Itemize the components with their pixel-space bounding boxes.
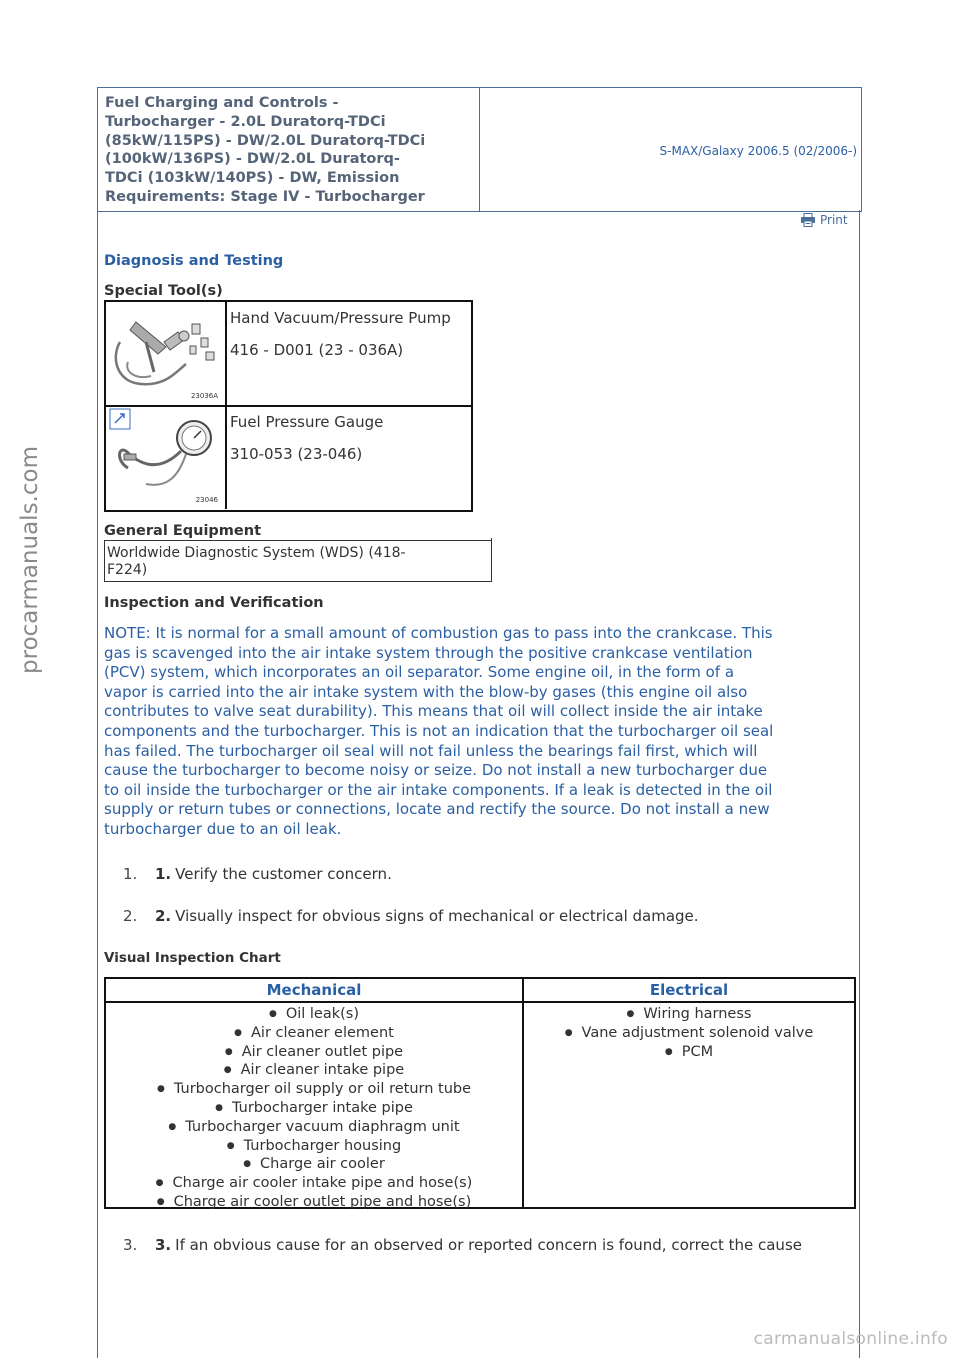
title-line: Requirements: Stage IV - Turbocharger — [105, 188, 425, 205]
header-divider — [106, 1001, 854, 1003]
print-button[interactable] — [800, 213, 848, 227]
step-number: 3. — [123, 1236, 138, 1254]
page-border-right — [859, 210, 860, 1358]
list-item: ● Turbocharger oil supply or oil return tube — [106, 1080, 522, 1099]
note-line: supply or return tubes or connections, locate and rectify the source. Do not install a new — [104, 800, 770, 819]
title-line: (100kW/136PS) - DW/2.0L Duratorq- — [105, 151, 400, 168]
note-line: cause the turbocharger to become noisy or seize. Do not install a new turbocharger due — [104, 761, 768, 780]
note-line: gas is scavenged into the air intake system through the positive crankcase ventilation — [104, 643, 753, 662]
title-line: (85kW/115PS) - DW/2.0L Duratorq-TDCi — [105, 132, 426, 149]
list-item: ● Air cleaner outlet pipe — [106, 1043, 522, 1062]
note-line: components and the turbocharger. This is not an indication that the turbocharger oil seal — [104, 721, 774, 740]
inspection-heading: Inspection and Verification — [104, 595, 324, 611]
page-border-left — [97, 210, 98, 1358]
special-tools-heading: Special Tool(s) — [104, 283, 223, 299]
print-label: Print — [820, 213, 848, 227]
equipment-line: F224) — [107, 562, 148, 578]
general-equipment-table — [104, 540, 492, 582]
tool-info — [230, 308, 451, 360]
list-item: ● Air cleaner element — [106, 1024, 522, 1043]
tool-row — [106, 406, 471, 509]
note-line: vapor is carried into the air intake system with the blow-by gases (this engine oil also — [104, 682, 748, 701]
special-tools-table — [104, 300, 473, 512]
note-line: NOTE: It is normal for a small amount of combustion gas to pass into the crankcase. This — [104, 624, 773, 642]
title-line: Turbocharger - 2.0L Duratorq-TDCi — [105, 113, 386, 130]
general-equipment-heading: General Equipment — [104, 523, 262, 539]
visual-inspection-table — [104, 977, 856, 1209]
tool-code: 416 - D001 (23 - 036A) — [230, 341, 404, 359]
step-number: 1. — [123, 865, 138, 883]
tool-row — [106, 302, 471, 407]
printer-icon — [800, 213, 816, 227]
document-title — [105, 94, 473, 207]
tool-info — [230, 412, 383, 464]
tool-code: 310-053 (23-046) — [230, 445, 363, 463]
vehicle-model: S-MAX/Galaxy 2006.5 (02/2006-) — [659, 144, 857, 158]
list-item: ● Vane adjustment solenoid valve — [524, 1024, 854, 1043]
step-bold-number: 3. — [155, 1236, 172, 1254]
step-text: If an obvious cause for an observed or reported concern is found, correct the cause — [175, 1236, 802, 1254]
list-item: ● Charge air cooler outlet pipe and hose(s) — [106, 1193, 522, 1212]
step-number: 2. — [123, 907, 138, 925]
tool-name: Hand Vacuum/Pressure Pump — [230, 309, 451, 327]
column-header-electrical: Electrical — [649, 981, 729, 999]
header-divider — [479, 88, 480, 211]
footer-watermark: carmanualsonline.info — [753, 1329, 948, 1349]
list-item: ● Turbocharger intake pipe — [106, 1099, 522, 1118]
step-text: Verify the customer concern. — [175, 865, 392, 883]
list-item: ● Charge air cooler — [106, 1155, 522, 1174]
tool-image-vacuum-pump — [106, 302, 227, 405]
note-line: turbocharger due to an oil leak. — [104, 819, 342, 838]
mechanical-list — [106, 1005, 522, 1212]
note-line: (PCV) system, which incorporates an oil separator. Some engine oil, in the form of a — [104, 663, 735, 682]
step-text: Visually inspect for obvious signs of mechanical or electrical damage. — [175, 907, 699, 925]
note-paragraph — [104, 624, 844, 840]
section-title: Diagnosis and Testing — [104, 253, 284, 269]
title-line: TDCi (103kW/140PS) - DW, Emission — [105, 170, 400, 187]
list-item: ● Turbocharger vacuum diaphragm unit — [106, 1118, 522, 1137]
note-line: contributes to valve seat durability). This means that oil will collect inside the air intake — [104, 702, 763, 721]
document-header — [97, 87, 862, 212]
column-header-mechanical: Mechanical — [266, 981, 362, 999]
tool-name: Fuel Pressure Gauge — [230, 413, 384, 431]
note-line: to oil inside the turbocharger or the air intake components. If a leak is detected in the oil — [104, 780, 773, 799]
step-bold-number: 1. — [155, 865, 172, 883]
tool-image-label: 23036A — [190, 392, 218, 400]
list-item: ● Turbocharger housing — [106, 1137, 522, 1156]
list-item: ● Oil leak(s) — [106, 1005, 522, 1024]
list-item: ● Wiring harness — [524, 1005, 854, 1024]
tool-image-label: 23046 — [195, 496, 218, 504]
step-bold-number: 2. — [155, 907, 172, 925]
note-line: has failed. The turbocharger oil seal will not fail unless the bearings fail first, which will — [104, 741, 758, 760]
list-item: ● Air cleaner intake pipe — [106, 1061, 522, 1080]
list-item: ● PCM — [524, 1043, 854, 1062]
electrical-list — [524, 1005, 854, 1061]
equipment-line: Worldwide Diagnostic System (WDS) (418- — [107, 545, 406, 561]
list-item: ● Charge air cooler intake pipe and hose(s) — [106, 1174, 522, 1193]
side-watermark-text: procarmanuals.com — [17, 446, 43, 674]
side-watermark — [10, 300, 50, 820]
title-line: Fuel Charging and Controls - — [105, 95, 339, 111]
visual-chart-heading: Visual Inspection Chart — [104, 950, 281, 966]
tool-image-pressure-gauge — [106, 406, 227, 509]
